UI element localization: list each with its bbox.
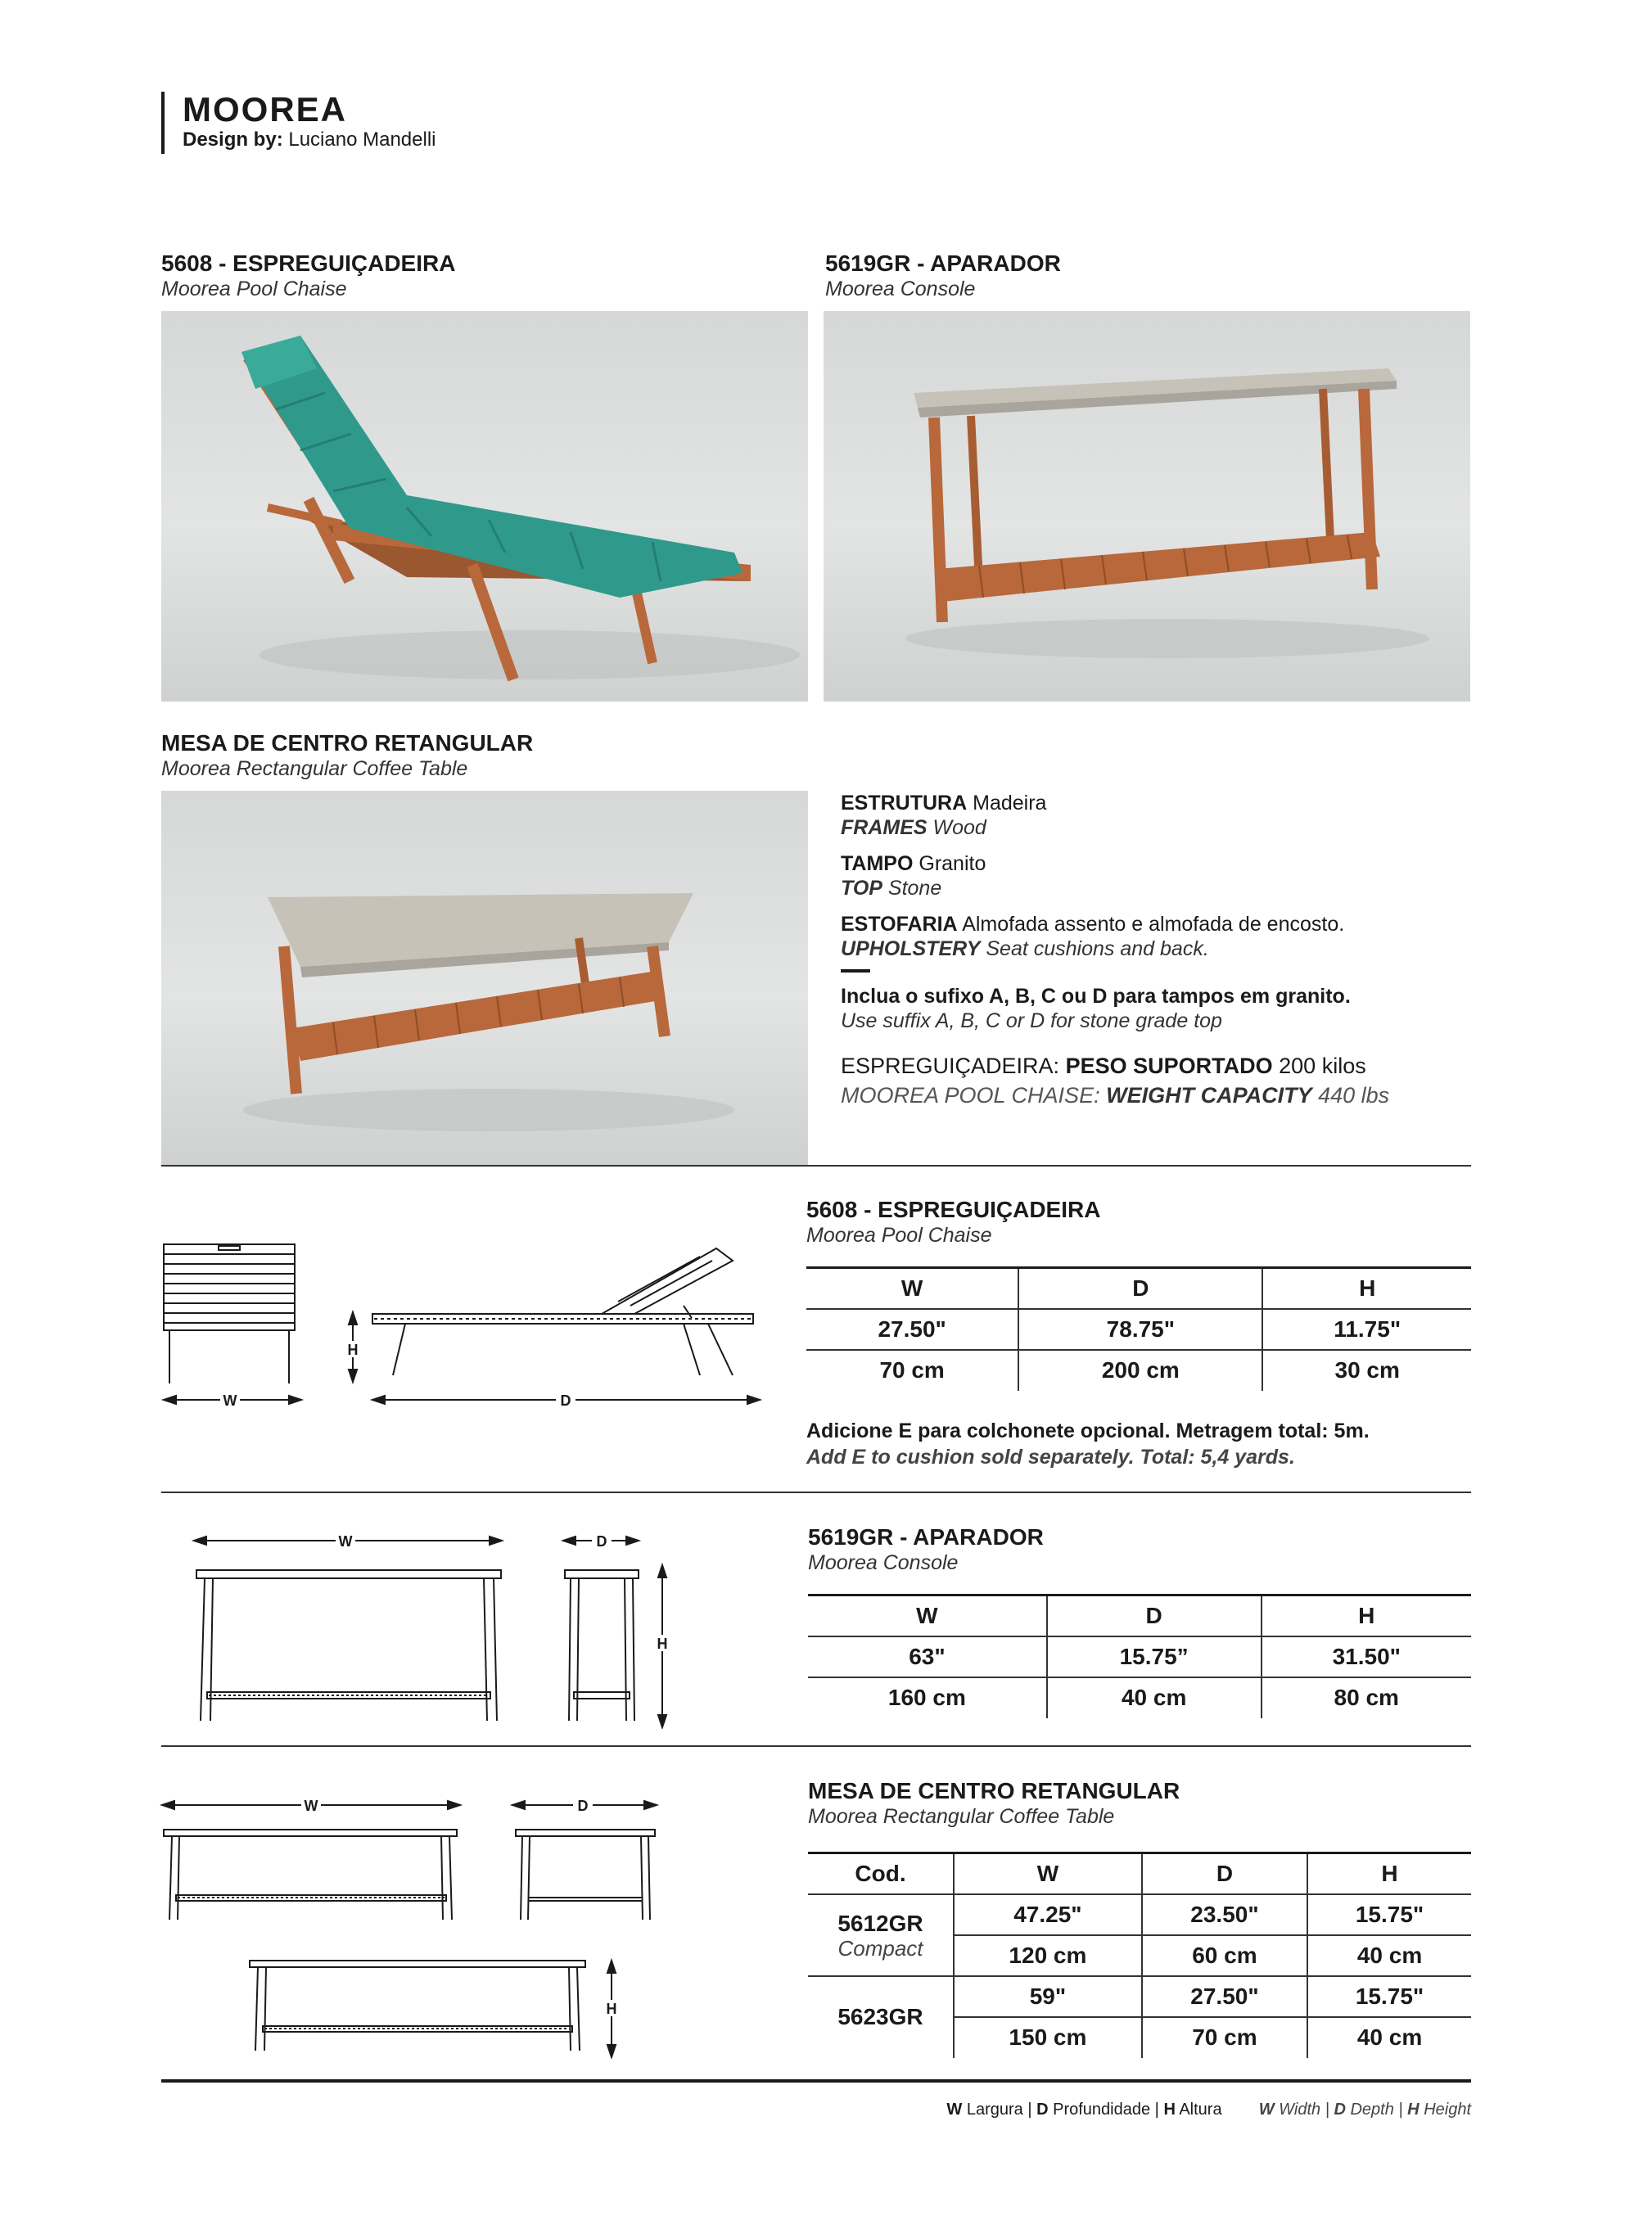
label-h: H: [347, 1342, 359, 1358]
console-render-icon: [824, 311, 1470, 702]
divider-1: [161, 1165, 1471, 1167]
console-technical-drawing: [184, 1524, 684, 1729]
label-h: H: [657, 1636, 668, 1652]
col-h: H: [1307, 1853, 1471, 1894]
table-row: 160 cm 40 cm 80 cm: [808, 1677, 1471, 1718]
divider-3: [161, 1745, 1471, 1747]
console-table-title: 5619GR - APARADOR Moorea Console: [808, 1524, 1044, 1574]
product-code-5612gr: 5612GR Compact: [808, 1894, 954, 1976]
label-w: W: [338, 1533, 353, 1550]
table-row: 5623GR 59" 27.50" 15.75": [808, 1976, 1471, 2017]
col-h: H: [1262, 1268, 1471, 1309]
console-photo: [824, 311, 1470, 702]
brand-title: MOOREA: [183, 90, 347, 129]
label-w: W: [223, 1392, 237, 1409]
chaise-render-icon: [161, 311, 808, 702]
coffee-table-title: MESA DE CENTRO RETANGULAR Moorea Rectangular Coffee Table: [808, 1778, 1180, 1828]
table-row: 120 cm 60 cm 40 cm: [808, 1935, 1471, 1976]
dimension-legend: W Largura | D Profundidade | H Altura W Width | D Depth | H Height: [946, 2101, 1471, 2119]
frames-pt: ESTRUTURA Madeira: [841, 792, 1047, 815]
upholstery-en: UPHOLSTERY Seat cushions and back.: [841, 937, 1209, 960]
chaise-drawing-icon: [160, 1236, 765, 1416]
col-d: D: [1047, 1595, 1262, 1636]
chaise-photo: [161, 311, 808, 702]
chaise-technical-drawing: [160, 1236, 765, 1416]
col-w: W: [916, 1602, 938, 1628]
col-w: W: [954, 1853, 1142, 1894]
col-d: D: [1142, 1853, 1307, 1894]
weight-pt: ESPREGUIÇADEIRA: PESO SUPORTADO 200 kilos: [841, 1054, 1366, 1078]
weight-en: MOOREA POOL CHAISE: WEIGHT CAPACITY 440 lbs: [841, 1083, 1390, 1108]
brand-header: [161, 92, 436, 154]
product-code-5623gr: 5623GR: [837, 2004, 923, 2029]
material-specs: [841, 791, 1463, 1110]
label-d: D: [577, 1798, 589, 1814]
col-h: H: [1262, 1595, 1471, 1636]
suffix-en: Use suffix A, B, C or D for stone grade top: [841, 1009, 1222, 1032]
top-pt: TAMPO Granito: [841, 852, 986, 875]
chaise-dimensions-table: [806, 1266, 1471, 1391]
cushion-note: Adicione E para colchonete opcional. Metragem total: 5m. Add E to cushion sold separately. Total: 5,4 yards.: [806, 1419, 1370, 1469]
col-d: D: [1018, 1268, 1262, 1309]
top-en: TOP Stone: [841, 877, 942, 900]
col-w: W: [900, 1275, 923, 1301]
coffee-table-photo: [161, 791, 808, 1165]
table-row: 27.50" 78.75" 11.75": [806, 1309, 1471, 1350]
table-row: 63" 15.75” 31.50": [808, 1636, 1471, 1677]
upholstery-pt: ESTOFARIA Almofada assento e almofada de encosto.: [841, 913, 1345, 936]
table-row: 5612GR Compact 47.25" 23.50" 15.75": [808, 1894, 1471, 1935]
label-h: H: [606, 2001, 617, 2017]
designer-line: Design by: Luciano Mandelli: [183, 129, 436, 151]
coffee-dimensions-table: [808, 1852, 1471, 2058]
divider-bottom: [161, 2079, 1471, 2083]
coffee-table-drawing-icon: [160, 1789, 667, 2059]
suffix-pt: Inclua o sufixo A, B, C ou D para tampos em granito.: [841, 985, 1351, 1008]
label-d: D: [560, 1392, 571, 1409]
coffee-photo-title: MESA DE CENTRO RETANGULAR Moorea Rectangular Coffee Table: [161, 730, 534, 780]
console-dimensions-table: [808, 1594, 1471, 1718]
chaise-photo-title: 5608 - ESPREGUIÇADEIRA Moorea Pool Chaise: [161, 250, 456, 300]
coffee-table-technical-drawing: [160, 1789, 667, 2059]
console-photo-title: 5619GR - APARADOR Moorea Console: [825, 250, 1061, 300]
label-w: W: [304, 1798, 318, 1814]
chaise-table-title: 5608 - ESPREGUIÇADEIRA Moorea Pool Chaise: [806, 1197, 1101, 1247]
col-cod: Cod.: [855, 1860, 906, 1886]
table-row: 150 cm 70 cm 40 cm: [808, 2017, 1471, 2058]
label-d: D: [596, 1533, 607, 1550]
frames-en: FRAMES Wood: [841, 816, 986, 839]
divider-2: [161, 1492, 1471, 1493]
coffee-table-render-icon: [161, 791, 808, 1165]
console-drawing-icon: [184, 1524, 684, 1729]
divider-dash: [841, 969, 870, 973]
table-row: 70 cm 200 cm 30 cm: [806, 1350, 1471, 1391]
